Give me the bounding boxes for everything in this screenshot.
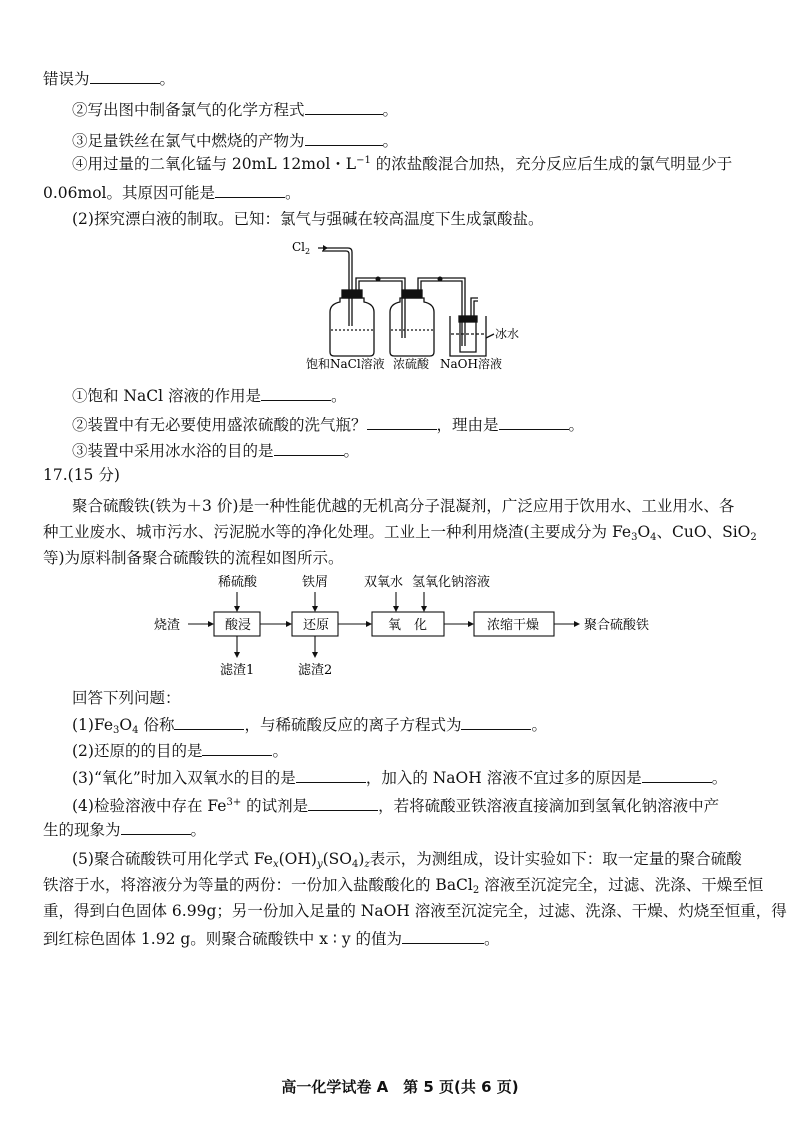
text: 。 xyxy=(330,387,347,405)
text: 铁溶于水，将溶液分为等量的两份：一份加入盐酸酸化的 BaCl xyxy=(43,876,473,894)
text: (2)还原的的目的是 xyxy=(72,742,203,760)
text: ，加入的 NaOH 溶液不宜过多的原因是 xyxy=(365,769,642,787)
text: 。 xyxy=(531,716,547,734)
text: (2)探究漂白液的制取。已知：氯气与强碱在较高温度下生成氯酸盐。 xyxy=(72,210,544,228)
reagent-3a-label: 双氧水 xyxy=(364,575,404,590)
subscript: 4 xyxy=(132,725,139,736)
text: 。 xyxy=(568,416,585,434)
question-4-line2 xyxy=(43,182,301,203)
text: 重，得到白色固体 6.99g；另一份加入足量的 NaOH 溶液至沉淀完全，过滤、洗涤、干燥、灼烧至恒重，得 xyxy=(43,902,787,920)
text: ，理由是 xyxy=(436,416,499,434)
text: (3)“氧化”时加入双氧水的目的是 xyxy=(72,769,296,787)
superscript: 3+ xyxy=(226,797,242,808)
intro-line-1 xyxy=(72,496,734,516)
text: ，与稀硫酸反应的离子方程式为 xyxy=(244,716,462,734)
text: (SO xyxy=(322,850,352,868)
subscript: 4 xyxy=(650,532,657,543)
text: ①饱和 NaCl 溶液的作用是 xyxy=(72,387,261,405)
reagent-3b-label: 氢氧化钠溶液 xyxy=(412,575,491,590)
question-17-header xyxy=(43,465,120,485)
text: 种工业废水、城市污水、污泥脱水等的净化处理。工业上一种利用烧渣(主要成分为 Fe xyxy=(43,523,632,541)
answer-blank[interactable] xyxy=(308,795,378,811)
output-label: 聚合硫酸铁 xyxy=(584,618,650,633)
answer-blank[interactable] xyxy=(296,767,366,783)
answer-blank[interactable] xyxy=(90,68,160,84)
step-4-label: 浓缩干燥 xyxy=(487,618,540,633)
subscript: 3 xyxy=(113,725,120,736)
text: 。 xyxy=(343,442,360,460)
text: 到红棕色固体 1.92 g。则聚合硫酸铁中 x ∶ y 的值为 xyxy=(43,930,403,948)
text: (1)Fe xyxy=(72,716,114,734)
subscript: x xyxy=(272,859,279,870)
sub-question-1 xyxy=(72,385,347,406)
step-3-label: 氧 化 xyxy=(388,618,428,633)
intro-line-2 xyxy=(43,522,757,548)
question-17-4-line1 xyxy=(72,793,719,816)
question-17-4-line2 xyxy=(43,819,206,840)
reagent-1-label: 稀硫酸 xyxy=(218,575,258,590)
waste-1-label: 滤渣1 xyxy=(220,663,255,678)
answer-blank[interactable] xyxy=(261,385,331,401)
bottle-2-label: 浓硫酸 xyxy=(393,357,430,370)
text: ) xyxy=(358,850,365,868)
step-1-label: 酸浸 xyxy=(225,618,252,633)
waste-2-label: 滤渣2 xyxy=(298,663,333,678)
text: (OH) xyxy=(278,850,317,868)
text: 错误为 xyxy=(43,70,90,88)
text: O xyxy=(119,716,133,734)
question-17-3 xyxy=(72,767,727,788)
answer-blank[interactable] xyxy=(305,99,383,115)
subscript: 3 xyxy=(631,532,638,543)
subscript: 2 xyxy=(750,532,757,543)
text: 0.06mol。其原因可能是 xyxy=(43,184,215,202)
answer-blank[interactable] xyxy=(402,928,484,944)
subscript: y xyxy=(316,859,323,870)
reagent-2-label: 铁屑 xyxy=(302,575,329,590)
text: 。 xyxy=(382,101,399,119)
answer-blank[interactable] xyxy=(642,767,712,783)
text: 。 xyxy=(272,742,288,760)
wash-bottle-2 xyxy=(390,298,434,356)
sub-question-2 xyxy=(72,414,584,435)
text: 17.(15 分) xyxy=(43,466,120,484)
question-3-product xyxy=(72,130,398,151)
question-17-5-line3 xyxy=(43,901,787,921)
text: ，若将硫酸亚铁溶液直接滴加到氢氧化钠溶液中产 xyxy=(378,797,720,815)
answer-blank[interactable] xyxy=(274,440,344,456)
text: 、CuO、SiO xyxy=(656,523,751,541)
text: 。 xyxy=(382,132,399,150)
sub-question-3 xyxy=(72,440,359,461)
question-17-5-line2 xyxy=(43,875,763,901)
text: 俗称 xyxy=(138,716,175,734)
intro-line-3 xyxy=(43,548,344,568)
answer-blank[interactable] xyxy=(174,714,244,730)
text: 聚合硫酸铁(铁为＋3 价)是一种性能优越的无机高分子混凝剂，广泛应用于饮用水、工业用水、各 xyxy=(72,497,735,515)
answer-blank[interactable] xyxy=(202,740,272,756)
page-footer: 高一化学试卷 A 第 5 页(共 6 页) xyxy=(281,1078,519,1096)
answer-prompt xyxy=(72,688,181,708)
answer-blank[interactable] xyxy=(461,714,531,730)
text: 的试剂是 xyxy=(241,797,309,815)
text: 。 xyxy=(190,821,207,839)
inlet-tube xyxy=(318,248,352,326)
text: (4)检验溶液中存在 Fe xyxy=(72,797,227,815)
text: 回答下列问题： xyxy=(72,689,181,707)
process-flow-diagram xyxy=(150,570,670,682)
text: 。 xyxy=(711,769,728,787)
text: O xyxy=(637,523,651,541)
text: 生的现象为 xyxy=(43,821,121,839)
question-17-5-line4 xyxy=(43,928,500,949)
text: 等)为原料制备聚合硫酸铁的流程如图所示。 xyxy=(43,549,344,567)
step-2-label: 还原 xyxy=(303,618,330,633)
input-label: 烧渣 xyxy=(154,618,181,633)
subscript: 4 xyxy=(351,859,359,870)
text: ③装置中采用冰水浴的目的是 xyxy=(72,442,274,460)
text: ③足量铁丝在氯气中燃烧的产物为 xyxy=(72,132,305,150)
text: ②写出图中制备氯气的化学方程式 xyxy=(72,101,305,119)
text: (5)聚合硫酸铁可用化学式 Fe xyxy=(72,850,273,868)
part-2-heading xyxy=(72,209,543,229)
question-17-1 xyxy=(72,714,547,741)
subscript: z xyxy=(364,859,370,870)
answer-blank[interactable] xyxy=(215,182,285,198)
text: 的浓盐酸混合加热，充分反应后生成的氯气明显少于 xyxy=(370,155,733,173)
answer-blank[interactable] xyxy=(305,130,383,146)
text: ②装置中有无必要使用盛浓硫酸的洗气瓶？ xyxy=(72,416,367,434)
bottle-1-label: 饱和NaCl溶液 xyxy=(306,357,385,370)
arrow-head xyxy=(323,245,328,251)
apparatus-diagram xyxy=(290,238,530,370)
answer-blank[interactable] xyxy=(367,414,437,430)
text: 。 xyxy=(159,70,176,88)
superscript: −1 xyxy=(356,155,371,166)
subscript: 2 xyxy=(472,885,480,896)
question-17-5-line1 xyxy=(72,849,742,875)
text: 。 xyxy=(285,184,301,202)
line-error xyxy=(43,68,175,89)
question-4-line1 xyxy=(72,151,732,174)
ice-water-label: 冰水 xyxy=(495,327,520,341)
text: ④用过量的二氧化锰与 20mL 12mol・L xyxy=(72,155,357,173)
text: 溶液至沉淀完全，过滤、洗涤、干燥至恒 xyxy=(479,876,764,894)
answer-blank[interactable] xyxy=(121,819,191,835)
text: 。 xyxy=(484,930,500,948)
question-17-2 xyxy=(72,740,288,761)
text: 表示，为测组成，设计实验如下：取一定量的聚合硫酸 xyxy=(369,850,742,868)
question-2-equation xyxy=(72,99,398,120)
bottle-3-label: NaOH溶液 xyxy=(440,357,502,370)
answer-blank[interactable] xyxy=(499,414,569,430)
cl2-label: $Cl_2$ xyxy=(292,240,311,256)
